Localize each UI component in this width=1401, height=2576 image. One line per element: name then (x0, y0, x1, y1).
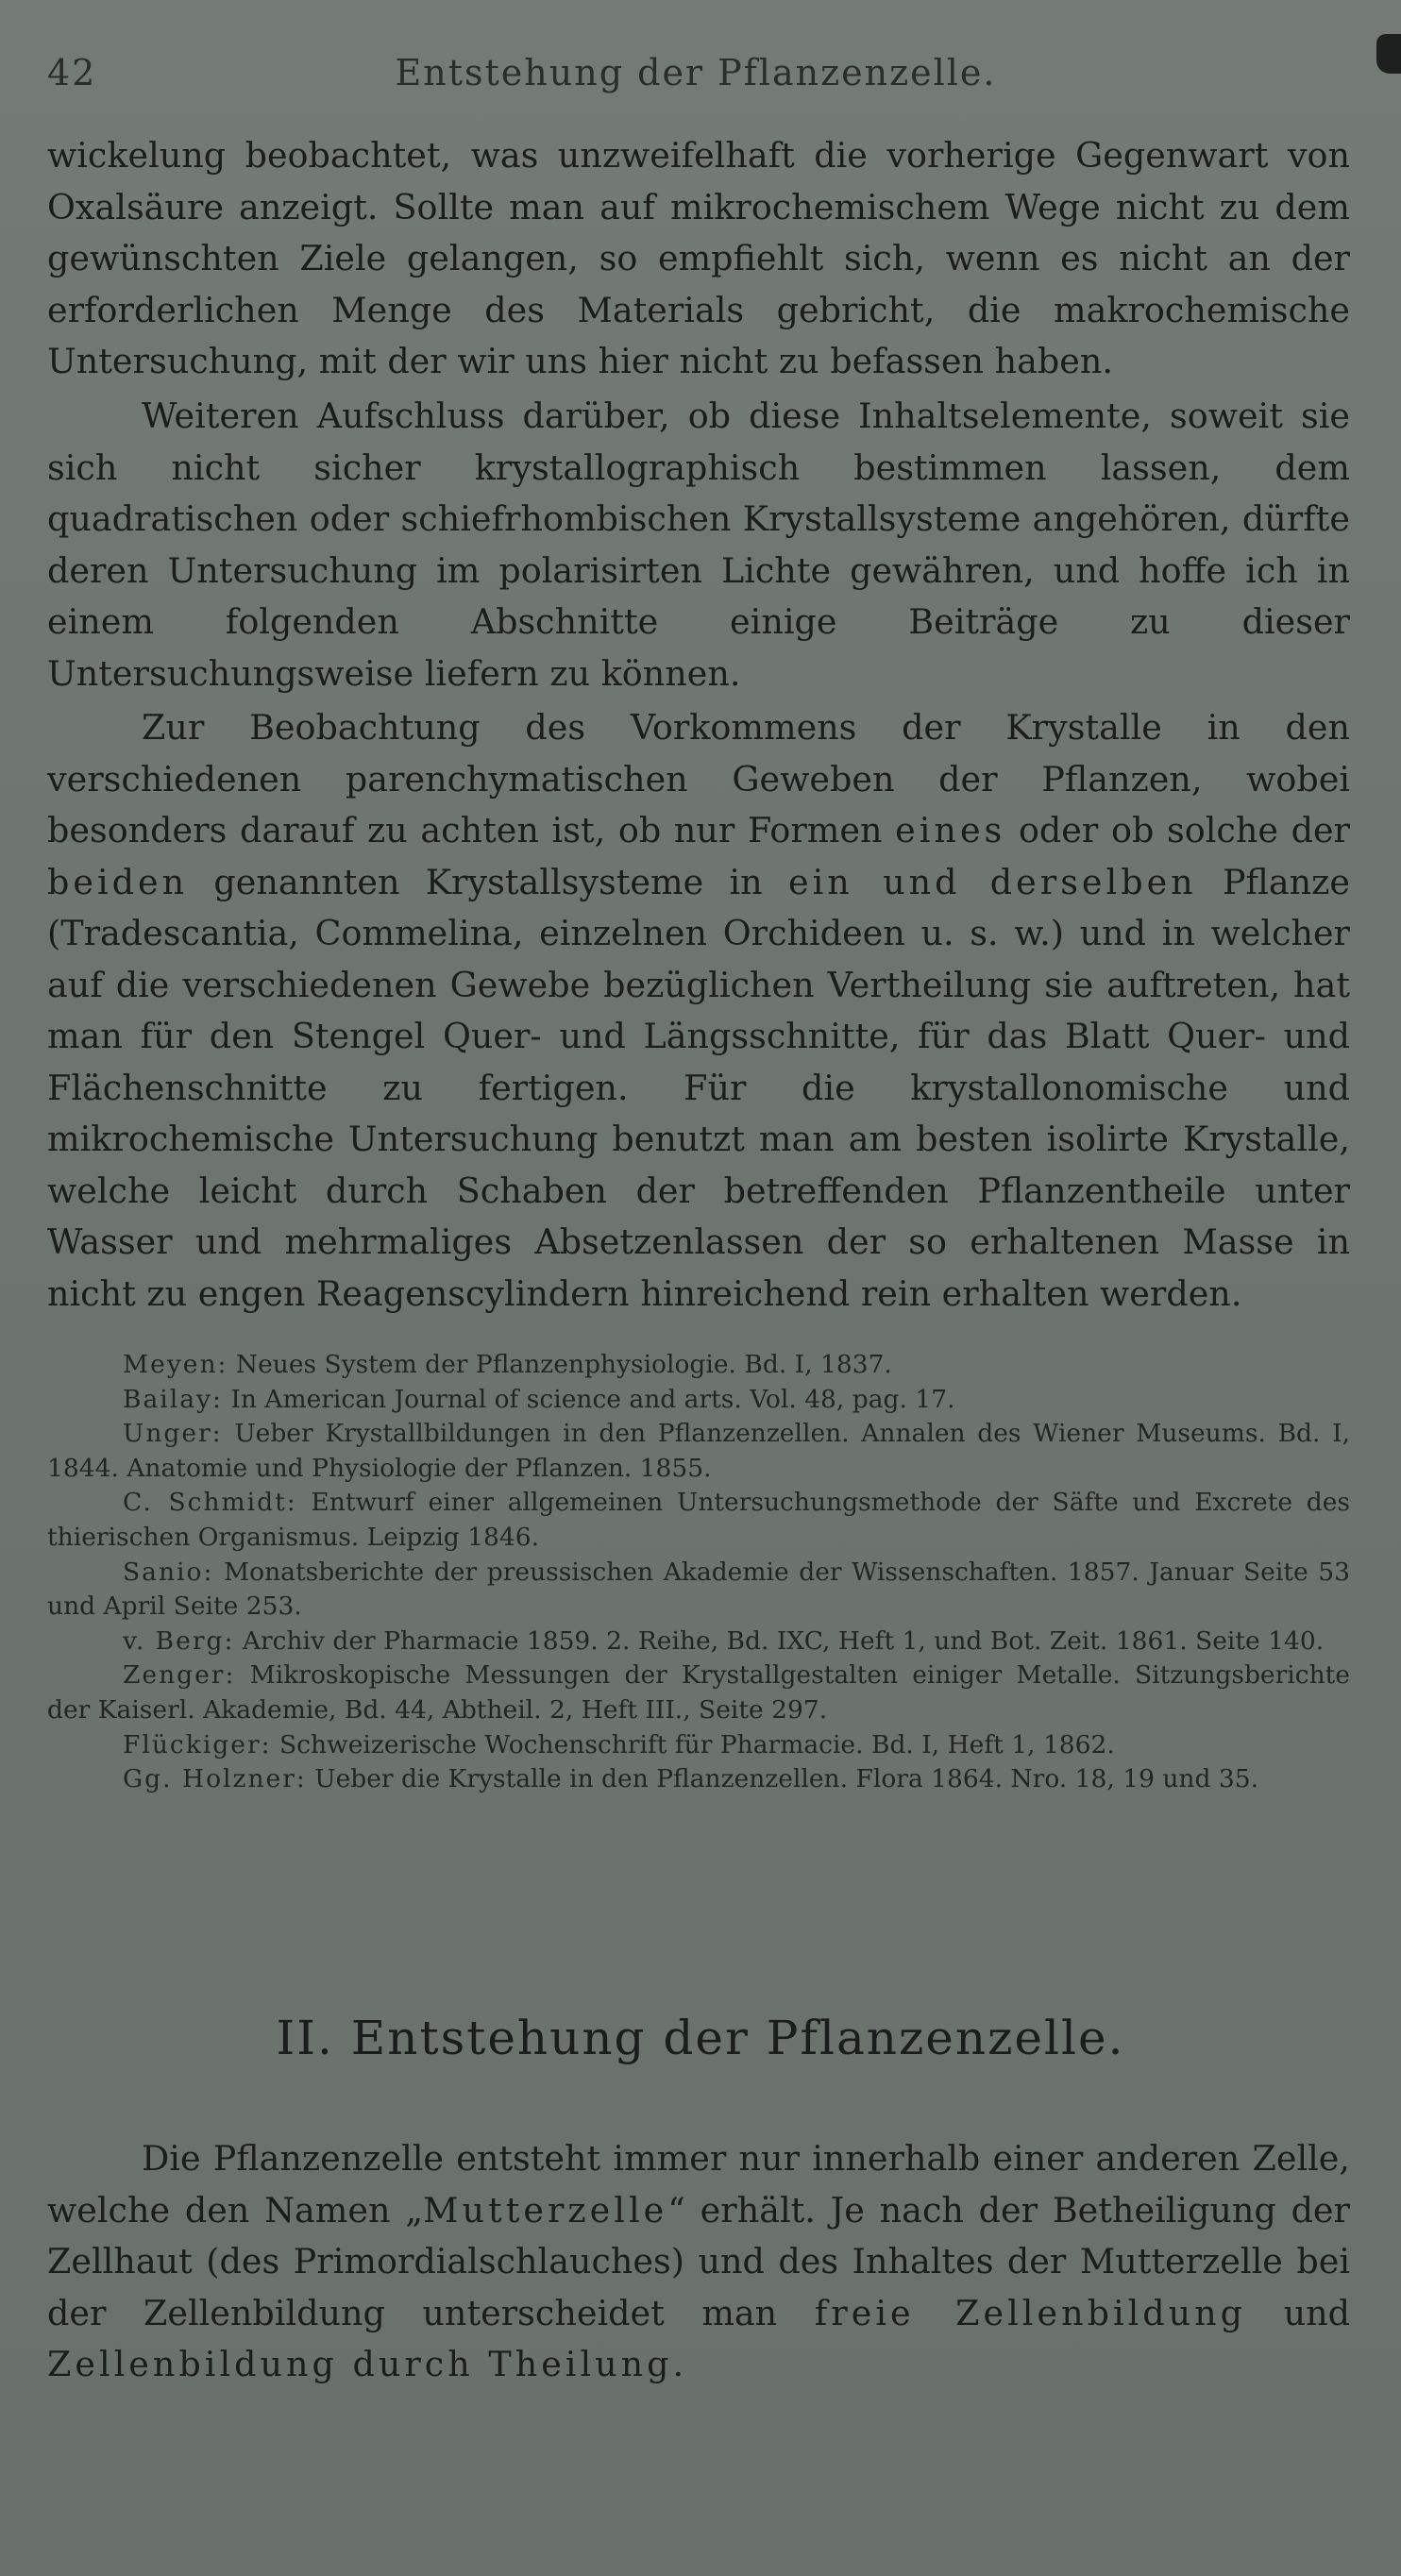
reference-text: Archiv der Pharmacie 1859. 2. Reihe, Bd. IXC, Heft 1, und Bot. Zeit. 1861. Seite 140. (234, 1625, 1325, 1656)
reference-text: Neues System der Pflanzenphysiologie. Bd. I, 1837. (228, 1350, 892, 1379)
paragraph-text (47, 2133, 1350, 2391)
reference-author: Flückiger: (123, 1729, 272, 1759)
page-number: 42 (47, 52, 97, 93)
paragraph-text (47, 702, 1350, 1320)
running-title: Entstehung der Pflanzenzelle. (395, 52, 997, 93)
text-run: . (672, 2344, 684, 2384)
reference-text: Ueber die Krystalle in den Pflanzenzellen. Flora 1864. Nro. 18, 19 und 35. (306, 1764, 1259, 1794)
reference-text: Mikroskopische Messungen der Krystallgestalten einiger Metalle. Sitzungsberichte der Kaiserl. Akademie, Bd. 44, Abtheil. 2, Heft III., Seite 297. (47, 1660, 1350, 1725)
reference-text: Ueber Krystallbildungen in den Pflanzenzellen. Annalen des Wiener Museums. Bd. I, 1844. Anatomie und Physiologie der Pflanzen. 1855. (47, 1419, 1350, 1483)
reference-text: Monatsberichte der preussischen Akademie der Wissenschaften. 1857. Januar Seite 53 und April Seite 253. (47, 1557, 1350, 1622)
text-run: “ erhält. Je nach der Betheiligung der Zellhaut (des Primordialschlauches) und des Inhaltes der Mutterzelle bei der Zellenbildung unterscheidet man (47, 2189, 1350, 2333)
reference-text: Entwurf einer allgemeinen Untersuchungsmethode der Säfte und Excrete des thierischen Organismus. Leipzig 1846. (47, 1488, 1350, 1552)
text-run: oder ob solche der (1005, 810, 1351, 850)
paragraph-observation-method (47, 702, 1350, 1320)
text-run: und (1246, 2292, 1350, 2333)
reference-author: Unger: (123, 1419, 223, 1449)
emphasis-text: freie Zellenbildung (814, 2292, 1247, 2333)
paragraph-cell-formation (47, 2133, 1350, 2391)
reference-text: Schweizerische Wochenschrift für Pharmacie. Bd. I, Heft 1, 1862. (271, 1729, 1115, 1759)
emphasis-text: ein und derselben (788, 861, 1197, 902)
running-header (47, 52, 1344, 109)
reference-entry (47, 1383, 1350, 1418)
reference-entry (47, 1556, 1350, 1625)
text-run: Zur Beobachtung des Vorkommens der Krystalle in den verschiedenen parenchymatischen Geweben der Pflanzen, wobei besonders darauf zu achten ist, ob nur Formen (47, 707, 1350, 850)
emphasis-text: eines (895, 810, 1006, 850)
reference-entry (47, 1417, 1350, 1486)
text-run: Pflanze (Tradescantia, Commelina, einzelnen Orchideen u. s. w.) und in welcher auf die verschiedenen Gewebe bezüglichen Vertheilung sie auftreten, hat man für den Stengel Quer- und Längsschnitte, für das Blatt Quer- und Flächenschnitte zu fertigen. Für die krystallonomische und mikrochemische Untersuchung benutzt man am besten isolirte Krystalle, welche leicht durch Schaben der betreffenden Pflanzentheile unter Wasser und mehrmaliges Absetzenlassen der so erhaltenen Masse in nicht zu engen Reagenscylindern hinreichend rein erhalten werden. (47, 861, 1351, 1314)
reference-author: Sanio: (123, 1557, 214, 1587)
reference-entry (47, 1728, 1350, 1763)
paragraph-polarised-light (47, 391, 1350, 699)
section-heading: II. Entstehung der Pflanzenzelle. (276, 2011, 1125, 2065)
references-list (47, 1348, 1350, 1797)
paragraph-text: Weiteren Aufschluss darüber, ob diese Inhaltselemente, soweit sie sich nicht sicher krystallographisch bestimmen lassen, dem quadratischen oder schiefrhombischen Krystallsysteme angehören, dürfte deren Untersuchung im polarisirten Lichte gewähren, und hoffe ich in einem folgenden Abschnitte einige Beiträge zu dieser Untersuchungsweise liefern zu können. (47, 396, 1350, 694)
paragraph-text: wickelung beobachtet, was unzweifelhaft die vorherige Gegenwart von Oxalsäure anzeigt. Sollte man auf mikrochemischem Wege nicht zu dem gewünschten Ziele gelangen, so empfiehlt sich, wenn es nicht an der erforderlichen Menge des Materials gebricht, die makrochemische Untersuchung, mit der wir uns hier nicht zu befassen haben. (47, 135, 1350, 381)
emphasis-text: Zellenbildung durch Theilung (47, 2344, 673, 2384)
page-corner-mark (1376, 34, 1401, 74)
text-run: genannten Krystallsysteme in (188, 861, 788, 902)
reference-author: Bailay: (123, 1384, 223, 1414)
reference-entry (47, 1486, 1350, 1555)
reference-entry (47, 1762, 1350, 1797)
reference-entry (47, 1658, 1350, 1727)
emphasis-text: Mutterzelle (423, 2189, 668, 2231)
reference-author: v. Berg: (123, 1625, 235, 1656)
reference-text: In American Journal of science and arts. Vol. 48, pag. 17. (222, 1384, 955, 1414)
emphasis-text: beiden (47, 861, 189, 902)
reference-entry (47, 1348, 1350, 1383)
reference-entry (47, 1625, 1350, 1659)
reference-author: Meyen: (123, 1350, 228, 1379)
text-run: Die Pflanzenzelle entsteht immer nur innerhalb einer anderen Zelle, welche den Namen „ (47, 2138, 1350, 2231)
reference-author: C. Schmidt: (123, 1488, 297, 1518)
paragraph-continuation (47, 130, 1350, 388)
reference-author: Gg. Holzner: (123, 1764, 307, 1794)
reference-author: Zenger: (123, 1660, 236, 1691)
